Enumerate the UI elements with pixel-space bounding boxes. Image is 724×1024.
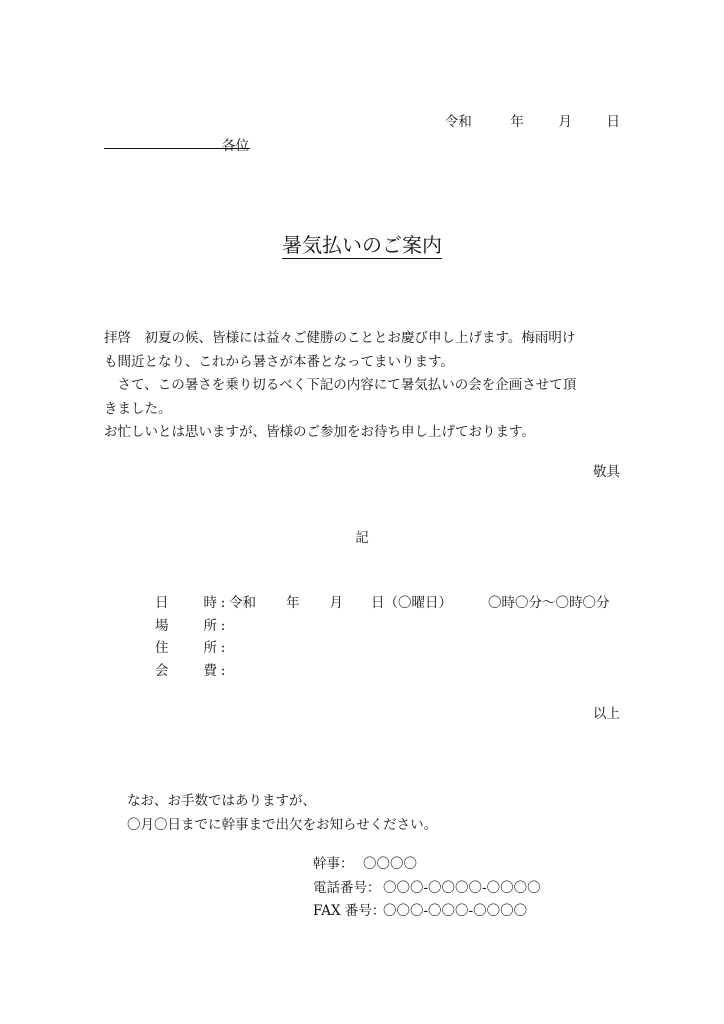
date-day: 日 xyxy=(606,114,620,130)
addressee: 各位 xyxy=(222,138,249,154)
ki-heading: 記 xyxy=(355,530,369,546)
fax-value: 〇〇〇-〇〇〇-〇〇〇〇 xyxy=(383,903,528,919)
phone-value: 〇〇〇-〇〇〇〇-〇〇〇〇 xyxy=(383,879,541,896)
body-line: も間近となり、これから暑さが本番となってまいります。 xyxy=(104,353,454,370)
body-line: さて、この暑さを乗り切るべく下記の内容にて暑気払いの会を企画させて頂 xyxy=(104,377,577,393)
note-line: 〇月〇日までに幹事まで出欠をお知らせください。 xyxy=(127,816,438,833)
detail-row-fee: 会 費 : xyxy=(155,660,610,683)
detail-label-fee: 会 費 xyxy=(155,662,217,679)
contact-row-organizer xyxy=(313,853,541,877)
detail-label-place: 場 所 xyxy=(155,617,217,634)
contact-row-fax xyxy=(313,900,541,924)
contact-row-phone xyxy=(313,877,541,901)
organizer-value: 〇〇〇〇 xyxy=(363,856,417,872)
body-text xyxy=(104,327,624,445)
body-line: 拝啓 初夏の候、皆様には益々ご健勝のこととお慶び申し上げます。梅雨明け xyxy=(104,330,576,346)
rsvp-note xyxy=(127,790,437,837)
note-line: なお、お手数ではありますが、 xyxy=(127,793,316,809)
document-title xyxy=(0,229,724,258)
event-details xyxy=(155,592,610,682)
detail-label-address: 住 所 xyxy=(155,640,217,657)
body-line: きました。 xyxy=(104,400,172,417)
date-year: 年 xyxy=(510,114,524,130)
fax-label: FAX 番号： xyxy=(313,903,386,919)
document-title-text: 暑気払いのご案内 xyxy=(282,233,442,257)
detail-label-datetime: 日 時 xyxy=(155,595,217,611)
date-line xyxy=(445,110,620,130)
date-month: 月 xyxy=(558,114,572,130)
detail-row-address: 住 所 : xyxy=(155,637,610,660)
detail-row-place: 場 所 : xyxy=(155,615,610,638)
organizer-contact xyxy=(313,853,541,924)
body-line: お忙しいとは思いますが、皆様のご参加をお待ち申し上げております。 xyxy=(104,424,535,440)
closing-keigu: 敬具 xyxy=(593,464,620,480)
date-era: 令和 xyxy=(444,114,472,130)
phone-label: 電話番号： xyxy=(313,879,381,896)
detail-value-datetime: 令和 年 月 日（〇曜日） 〇時〇分～〇時〇分 xyxy=(229,595,610,611)
organizer-label: 幹事： xyxy=(313,856,354,872)
detail-row-datetime: 日 時 : 令和 年 月 日（〇曜日） 〇時〇分～〇時〇分 xyxy=(155,592,610,615)
ijou-end-mark: 以上 xyxy=(593,706,620,722)
